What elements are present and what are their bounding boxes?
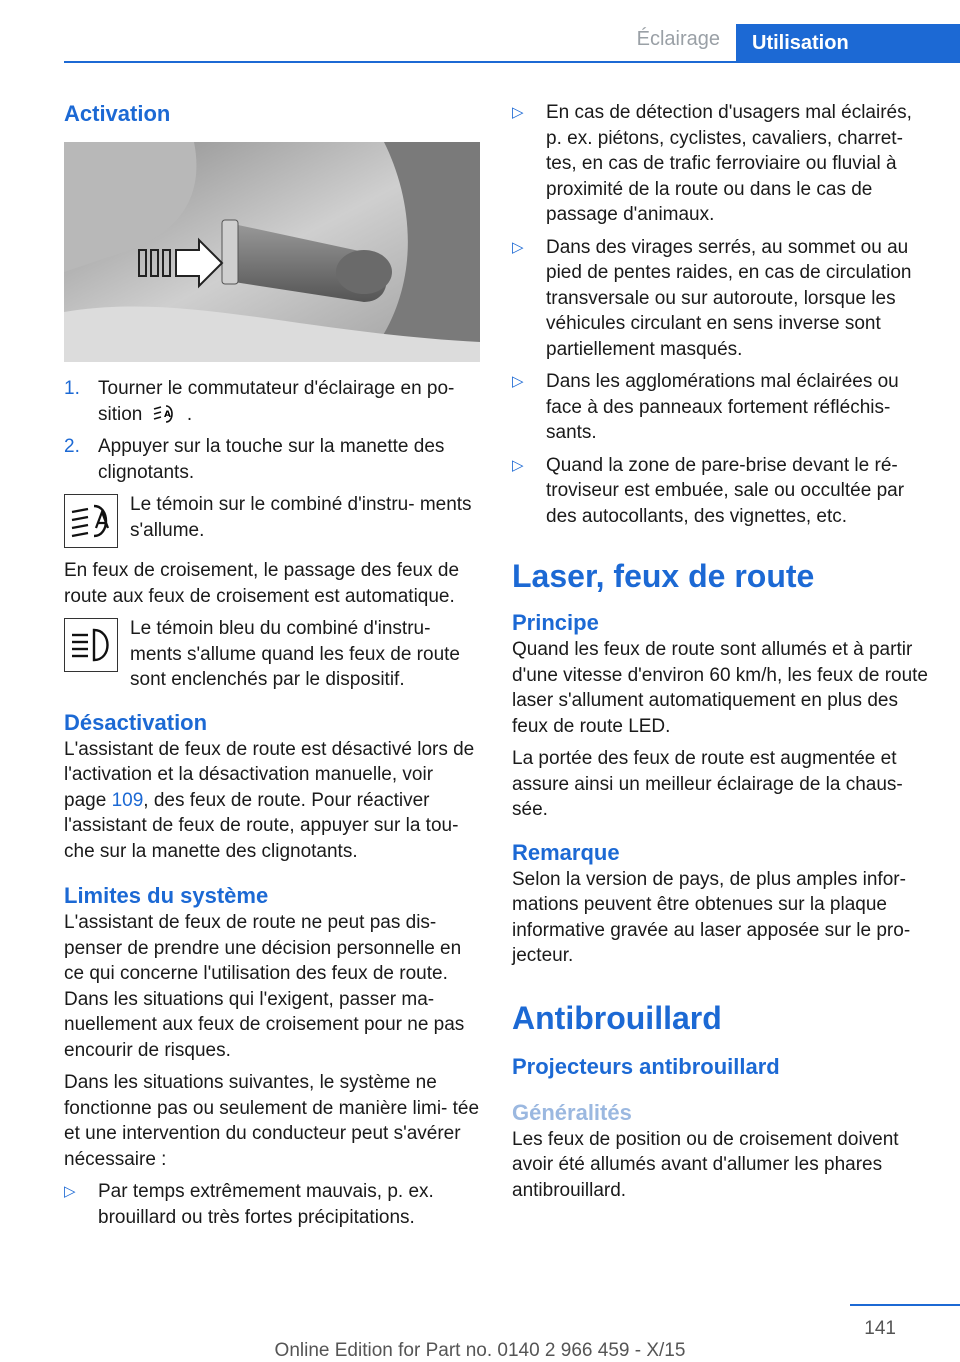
right-column <box>512 100 928 1210</box>
indicator-row-high-beam <box>64 616 480 693</box>
header-rule <box>64 61 960 63</box>
limites-paragraph-2: Dans les situations suivantes, le système ne fonctionne pas ou seulement de manière limi‐ tée et une intervention du conducteur peut s'avérer nécessaire : <box>64 1072 480 1170</box>
indicator-text: Le témoin sur le combiné d'instru‐ ments s'allume. <box>130 494 472 541</box>
indicator-box <box>64 618 118 672</box>
limites-heading: Limites du système <box>64 883 269 908</box>
list-item-text: En cas de détection d'usagers mal éclairés, p. ex. piétons, cyclistes, cavaliers, charret‐ tes, en cas de trafic ferroviaire ou fluvial à proximité de la route ou dans le cas de passage d'animaux. <box>546 102 912 225</box>
list-item-text: Par temps extrêmement mauvais, p. ex. brouillard ou très fortes précipitations. <box>98 1181 434 1228</box>
left-column <box>64 100 480 1237</box>
bullet-triangle-icon: ▷ <box>512 238 524 256</box>
remarque-heading: Remarque <box>512 839 620 865</box>
bullet-triangle-icon: ▷ <box>512 456 524 474</box>
header-section-title: Éclairage <box>636 28 720 50</box>
bullet-triangle-icon: ▷ <box>512 104 524 121</box>
step-text: Tourner le commutateur d'éclairage en po‐ sition <box>98 378 455 425</box>
indicator-text: Le témoin bleu du combiné d'instru‐ ments s'allume quand les feux de route sont enclenchés par le dispositif. <box>130 618 460 690</box>
bullet-triangle-icon: ▷ <box>64 1183 76 1200</box>
projecteurs-heading: Projecteurs antibrouillard <box>512 1053 780 1079</box>
paragraph-croisement: En feux de croisement, le passage des feux de route aux feux de croisement est automatique. <box>64 560 460 607</box>
list-item-text: Dans des virages serrés, au sommet ou au pied de pentes raides, en cas de circulation transversale ou sur autoroute, lorsque les véhicules circulant en sens inverse sont partiellement masqués. <box>546 236 912 360</box>
page-link[interactable]: 109 <box>111 789 144 811</box>
indicator-row-auto <box>64 492 480 548</box>
page-number: 141 <box>864 1318 896 1339</box>
headlight-stalk-photo <box>64 142 480 362</box>
desactivation-heading: Désactivation <box>64 709 208 735</box>
laser-heading: Laser, feux de route <box>512 558 815 594</box>
list-item <box>512 369 928 446</box>
antibrouillard-heading: Antibrouillard <box>512 999 722 1036</box>
list-item-text: Quand la zone de pare-brise devant le ré‐ troviseur est embuée, sale ou occultée par des autocollants, des vignettes, etc. <box>546 454 905 527</box>
list-item <box>512 453 928 530</box>
activation-heading: Activation <box>64 101 171 126</box>
remarque-paragraph: Selon la version de pays, de plus amples infor‐ mations peuvent être obtenues sur la plaque informative gravée au laser apposée sur le pro‐ jecteur. <box>512 868 911 966</box>
step-number: 2. <box>64 436 80 457</box>
auto-high-beam-icon <box>152 403 178 425</box>
text: , des feux de route. Pour réactiver l'assistant de feux de route, appuyer sur la tou‐ che sur la manette des clignotants. <box>64 789 459 862</box>
limites-list <box>64 1179 480 1230</box>
bullet-triangle-icon: ▷ <box>512 373 524 390</box>
principe-paragraph-2: La portée des feux de route est augmentée et assure ainsi un meilleur éclairage de la chaus‐ sée. <box>512 748 903 820</box>
limites-list-continued <box>512 100 928 529</box>
step-text: Appuyer sur la touche sur la manette des clignotants. <box>98 436 445 483</box>
step-text-end: . <box>186 403 193 425</box>
limites-paragraph-1: L'assistant de feux de route ne peut pas dis‐ penser de prendre une décision personnelle en ce qui concerne l'utilisation des feux de route. Dans les situations qui l'exigent, passer ma‐ nuellement aux feux de croisement pour ne pas encourir de risques. <box>64 912 465 1061</box>
list-item <box>512 235 928 363</box>
list-item <box>512 100 928 228</box>
svg-text:A: A <box>163 410 171 421</box>
list-item <box>64 434 480 485</box>
header-tab-utilisation: Utilisation <box>736 24 960 63</box>
list-item-text: Dans les agglomérations mal éclairées ou face à des panneaux fortement réfléchis‐ sants. <box>546 371 899 443</box>
step-number: 1. <box>64 378 80 399</box>
generalites-paragraph: Les feux de position ou de croisement doivent avoir été allumés avant d'allumer les phares antibrouillard. <box>512 1128 899 1201</box>
principe-heading: Principe <box>512 610 599 635</box>
high-beam-indicator-icon <box>68 622 114 668</box>
indicator-box <box>64 494 118 548</box>
auto-high-beam-indicator-icon <box>68 498 114 544</box>
desactivation-paragraph <box>64 737 480 865</box>
edition-footer: Online Edition for Part no. 0140 2 966 459 - X/15 <box>274 1340 686 1361</box>
text: L'assistant de feux de route est désactivé lors de l'activation et la désactivation manuelle, voir page <box>64 738 475 811</box>
generalites-heading: Généralités <box>512 1099 632 1125</box>
activation-steps <box>64 376 480 485</box>
footer-rule <box>850 1304 960 1306</box>
list-item <box>64 376 480 427</box>
principe-paragraph-1: Quand les feux de route sont allumés et à partir d'une vitesse d'environ 60 km/h, les feux de route laser s'allument automatiquement en plus des feux de route LED. <box>512 639 928 737</box>
list-item <box>64 1179 480 1230</box>
